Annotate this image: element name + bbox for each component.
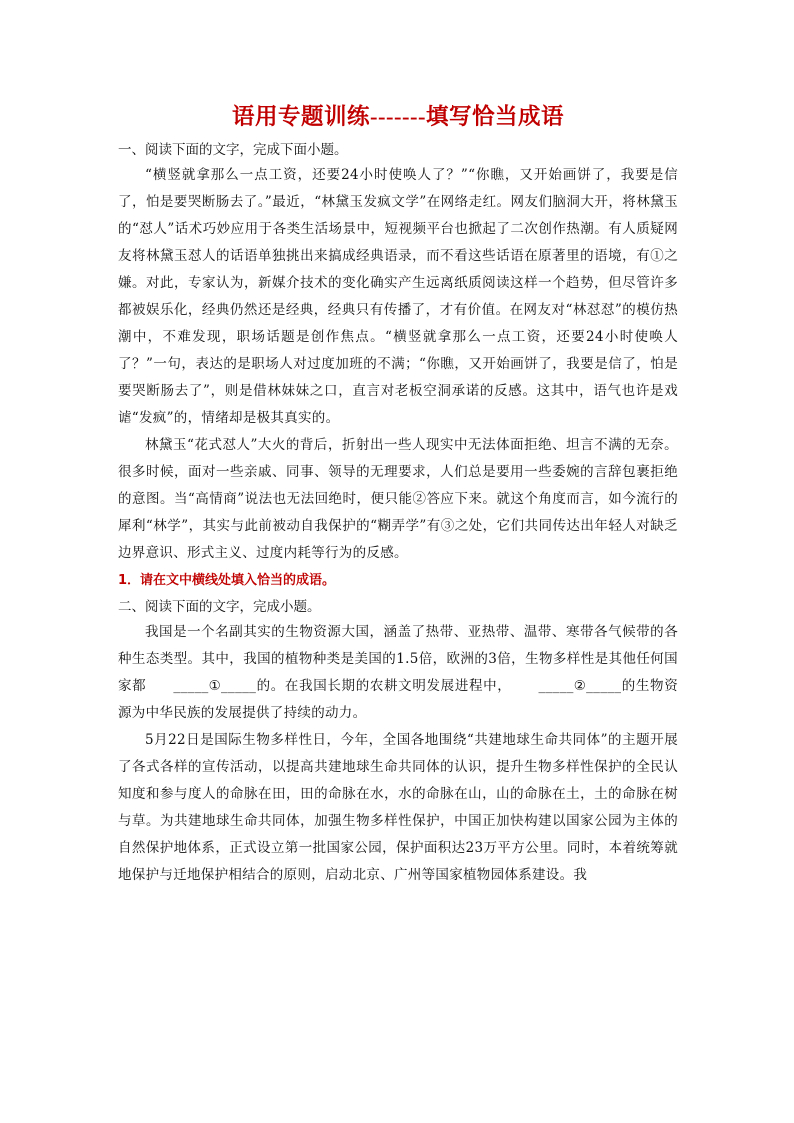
section2-heading: 二、阅读下面的文字，完成小题。 (118, 599, 321, 615)
section1-paragraph-1: “横竖就拿那么一点工资，还要24小时使唤人了？”“你瞧，又开始画饼了，我要是信了，怕是要哭断肠去了。”最近，“林黛玉发疯文学”在网络走红。网友们脑洞大开，将林黛玉的“怼人”话术巧妙应用于各类生活场景中，短视频平台也掀起了二次创作热潮。有人质疑网友将林黛玉怼人的话语单独挑出来搞成经典语录，而不看这些话语在原著里的语境，有①之嫌。对此，专家认为，新媒介技术的变化确实产生远离纸质阅读这样一个趋势，但尽管许多都被娱乐化，经典仍然还是经典，经典只有传播了，才有价值。在网友对“林怼怼”的模仿热潮中，不难发现，职场话题是创作焦点。“横竖就拿那么一点工资，还要24小时使唤人了？”一句，表达的是职场人对过度加班的不满；“你瞧，又开始画饼了，我要是信了，怕是要哭断肠去了”，则是借林妹妹之口，直言对老板空洞承诺的反感。这其中，语气也许是戏谑“发疯”的，情绪却是极其真实的。 (118, 167, 678, 426)
section2-paragraph-1-part-a: 我国是一个名副其实的生物资源大国，涵盖了热带、亚热带、温带、寒带各气候带的各种生态类型。其中，我国的植物种类是美国的1.5倍，欧洲的3倍，生物多样性是其他任何国家都 (118, 624, 678, 694)
section2-paragraph-2: 5月22日是国际生物多样性日，今年，全国各地围绕“共建地球生命共同体”的主题开展了各式各样的宣传活动，以提高共建地球生命共同体的认识，提升生物多样性保护的全民认知度和参与度人的命脉在田，田的命脉在水，水的命脉在山，山的命脉在土，土的命脉在树与草。为共建地球生命共同体，加强生物多样性保护，中国正加快构建以国家公园为主体的自然保护地体系，正式设立第一批国家公园，保护面积达23万平方公里。同时，本着统筹就地保护与迁地保护相结合的原则，启动北京、广州等国家植物园体系建设。我 (118, 732, 678, 883)
section2-paragraph-1-part-c: 的生物资源为中华民族的发展提供了持续的动力。 (118, 678, 678, 721)
question-1: 1．请在文中横线处填入恰当的成语。 (118, 573, 336, 588)
document-title: 语用专题训练-------填写恰当成语 (232, 104, 564, 129)
section2-paragraph-1 (118, 619, 678, 727)
answer-blank-2: _____②_____ (538, 678, 622, 694)
document-body (118, 96, 678, 889)
section2-paragraph-1-part-b: 的。在我国长期的农耕文明发展进程中， (256, 678, 512, 694)
section1-heading: 一、阅读下面的文字，完成下面小题。 (118, 142, 348, 158)
section1-paragraph-2: 林黛玉“花式怼人”大火的背后，折射出一些人现实中无法体面拒绝、坦言不满的无奈。很多时候，面对一些亲戚、同事、领导的无理要求，人们总是要用一些委婉的言辞包裹拒绝的意图。当“高情商”说法也无法回绝时，便只能②答应下来。就这个角度而言，如今流行的犀利“林学”，其实与此前被动自我保护的“糊弄学”有③之处，它们共同传达出年轻人对缺乏边界意识、形式主义、过度内耗等行为的反感。 (118, 437, 678, 561)
answer-blank-1: _____①_____ (173, 678, 257, 694)
